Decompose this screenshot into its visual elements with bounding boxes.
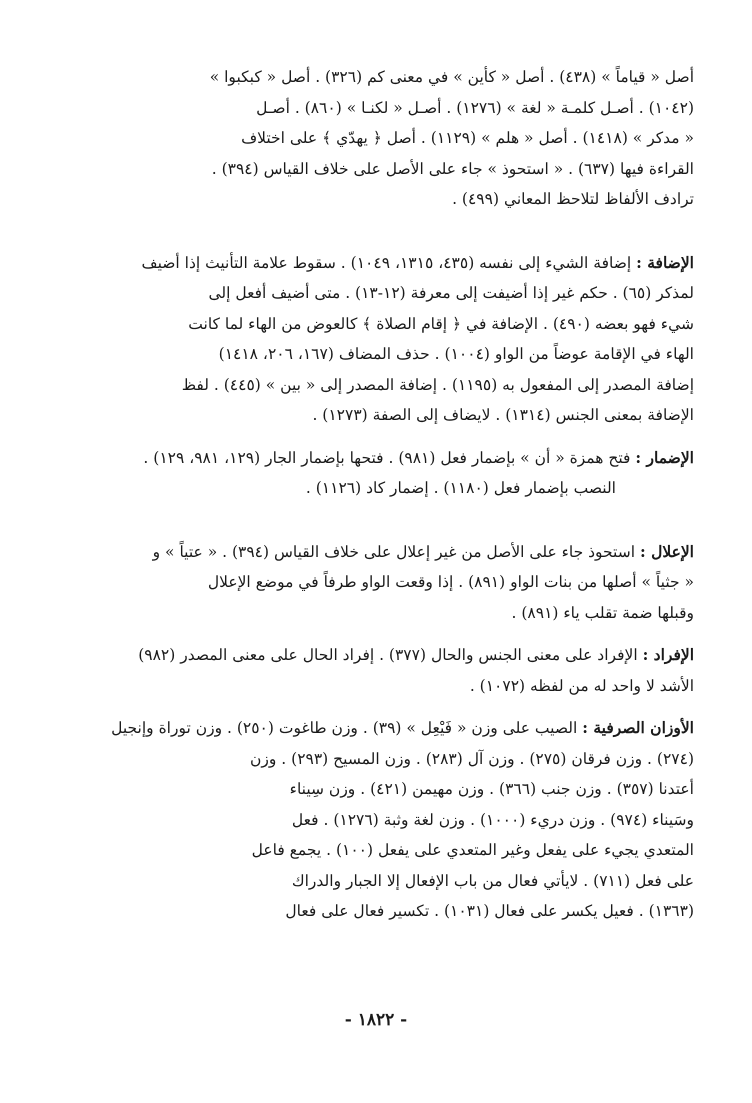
entry-awzan (54, 713, 694, 927)
entry-ilal (54, 537, 694, 629)
entry-line: « جثياً » أصلها من بنات الواو (٨٩١) . إذا وقعت الواو طرفاً في موضع الإعلال (207, 573, 694, 591)
entry-text: فتح همزة « أن » بإضمار فعل (٩٨١) . فتحها بإضمار الجار (١٢٩، ٩٨١، ١٢٩) . (143, 448, 631, 467)
entry-idmar (54, 443, 694, 504)
entry-line: الأشد لا واحد له من لفظه (١٠٧٢) . (469, 676, 694, 695)
entry-ifrad (54, 640, 694, 701)
entry-line: ترادف الألفاظ لتلاحظ المعاني (٤٩٩) . (452, 190, 694, 208)
entry-line: المتعدي يجيء على يفعل وغير المتعدي على يفعل (١٠٠) . يجمع فاعل (251, 841, 694, 859)
entry-heading: الإفراد : (642, 645, 694, 664)
index-page (54, 62, 694, 927)
page-number: - ١٨٢٢ - (344, 1010, 408, 1030)
entry-asl (54, 62, 694, 215)
entry-text: الصيب على وزن « فَيْعِل » (٣٩) . وزن طاغوت (٢٥٠) . وزن توراة وإنجيل (111, 719, 578, 737)
entry-line (54, 537, 694, 568)
entry-heading: الإضافة : (636, 252, 694, 272)
entry-text: الإفراد على معنى الجنس والحال (٣٧٧) . إفراد الحال على معنى المصدر (٩٨٢) (138, 646, 638, 664)
entry-line (54, 640, 694, 671)
entry-line: على فعل (٧١١) . لايأتي فعال من باب الإفعال إلا الجبار والدراك (291, 871, 694, 890)
entry-line (54, 443, 694, 474)
entry-line: أعتدنا (٣٥٧) . وزن جنب (٣٦٦) . وزن مهيمن (٤٢١) . وزن سِيناء (289, 780, 694, 798)
entry-line: وسَيناء (٩٧٤) . وزن دريء (١٠٠٠) . وزن لغة وثبة (١٢٧٦) . فعل (291, 810, 694, 829)
entry-line: شيء فهو بعضه (٤٩٠) . الإضافة في ﴿ إقام الصلاة ﴾ كالعوض من الهاء لما كانت (188, 314, 694, 333)
entry-heading: الإضمار : (635, 447, 694, 467)
entry-text: إضافة الشيء إلى نفسه (٤٣٥، ١٣١٥، ١٠٤٩) . سقوط علامة التأنيث إذا أضيف (141, 253, 632, 272)
entry-text: استحوذ جاء على الأصل من غير إعلال على خلاف القياس (٣٩٤) . « عتياً » و (152, 542, 636, 561)
entry-line: (١٠٤٢) . أصـل كلمـة « لغة » (١٢٧٦) . أصـل « لكنـا » (٨٦٠) . أصـل (256, 98, 694, 117)
entry-line: إضافة المصدر إلى المفعول به (١١٩٥) . إضافة المصدر إلى « بين » (٤٤٥) . لفظ (181, 375, 694, 394)
entry-idafa (54, 248, 694, 431)
entry-line: النصب بإضمار فعل (١١٨٠) . إضمار كاد (١١٢٦) . (305, 479, 616, 497)
entry-line: « مدكر » (١٤١٨) . أصل « هلم » (١١٢٩) . أصل ﴿ يهدّي ﴾ على اختلاف (241, 129, 694, 147)
entry-line: الإضافة بمعنى الجنس (١٣١٤) . لايضاف إلى الصفة (١٢٧٣) . (312, 406, 694, 424)
entry-line (54, 713, 694, 744)
entry-heading: الإعلال : (639, 541, 694, 561)
entry-line: الهاء في الإقامة عوضاً من الواو (١٠٠٤) . حذف المضاف (١٦٧، ٢٠٦، ١٤١٨) (218, 345, 694, 363)
entry-line: أصل « قياماً » (٤٣٨) . أصل « كأين » في معنى كم (٣٢٦) . أصل « كبكبوا » (209, 68, 694, 86)
entry-line: وقبلها ضمة تقلب ياء (٨٩١) . (511, 603, 694, 622)
entry-line (54, 248, 694, 279)
entry-line: لمذكر (٦٥) . حكم غير إذا أضيفت إلى معرفة (١٢-١٣) . متى أضيف أفعل إلى (208, 284, 694, 302)
entry-line: (١٣٦٣) . فعيل يكسر على فعال (١٠٣١) . تكسير فعال على فعال (285, 902, 694, 920)
entry-line: القراءة فيها (٦٣٧) . « استحوذ » جاء على الأصل على خلاف القياس (٣٩٤) . (211, 159, 694, 178)
entry-heading: الأوزان الصرفية : (582, 718, 694, 737)
entry-line: (٢٧٤) . وزن فرقان (٢٧٥) . وزن آل (٢٨٣) . وزن المسيح (٢٩٣) . وزن (250, 749, 694, 768)
